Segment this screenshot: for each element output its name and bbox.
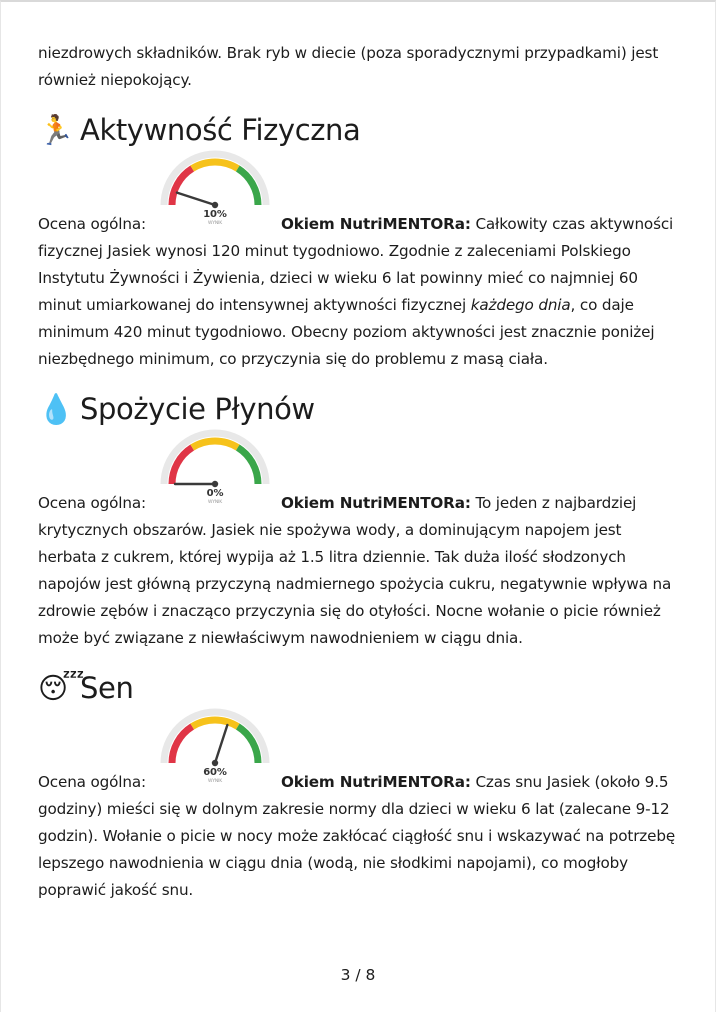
section-title: Spożycie Płynów xyxy=(80,392,315,426)
document-content xyxy=(38,40,682,904)
gauge-caption: WYNIK xyxy=(207,779,223,784)
section-text: Czas snu Jasiek (około 9.5 godziny) mieści się w dolnym zakresie normy dla dzieci w wieku 6 lat (zalecane 9-12 godzin). Wołanie o picie w nocy może zakłócać ciągłość snu i wskazywać na potrzebę lepszego nawodnienia w ciągu dnia (wodą, nie słodkimi napojami), co mogłoby poprawić jakość snu. xyxy=(38,773,676,899)
section-sleep xyxy=(38,708,682,904)
score-label: Ocena ogólna: xyxy=(38,773,146,791)
section-heading-fluids xyxy=(38,389,682,429)
gauge-yellow-segment xyxy=(192,441,238,448)
section-text: Całkowity czas aktywności fizycznej Jasiek wynosi 120 minut tygodniowo. Zgodnie z zaleceniami Polskiego Instytutu Żywności i Żywienia, dzieci w wieku 6 lat powinny mieć co najmniej 60 minut umiarkowanej do intensywnej aktywności fizycznej xyxy=(38,215,674,314)
mentor-label: Okiem NutriMENTORa: xyxy=(281,494,471,512)
page-number: 3 / 8 xyxy=(340,966,376,984)
gauge-hub xyxy=(212,202,218,208)
score-label: Ocena ogólna: xyxy=(38,215,146,233)
section-fluids xyxy=(38,429,682,652)
gauge-score: 10% xyxy=(203,209,227,220)
section-paragraph xyxy=(38,708,682,904)
section-paragraph xyxy=(38,429,682,652)
gauge-hub xyxy=(212,760,218,766)
section-text-end: , co daje minimum 420 minut tygodniowo. Obecny poziom aktywności jest znacznie poniżej niezbędnego minimum, co przyczynia się do problemu z masą ciała. xyxy=(38,296,655,368)
section-title: Sen xyxy=(80,671,134,705)
section-text: To jeden z najbardziej krytycznych obszarów. Jasiek nie spożywa wody, a dominującym napojem jest herbata z cukrem, której wypija aż 1.5 litra dziennie. Tak duża ilość słodzonych napojów jest główną przyczyną nadmiernego spożycia cukru, negatywnie wpływa na zdrowie zębów i znacząco przyczynia się do otyłości. Nocne wołanie o picie również może być związane z niewłaściwym nawodnieniem w ciągu dnia. xyxy=(38,494,672,647)
mentor-label: Okiem NutriMENTORa: xyxy=(281,215,471,233)
droplet-icon: 💧 xyxy=(38,392,74,426)
gauge-needle xyxy=(177,193,215,205)
section-activity xyxy=(38,150,682,373)
section-paragraph xyxy=(38,150,682,373)
gauge-score: 60% xyxy=(203,767,227,778)
gauge-caption: WYNIK xyxy=(207,221,223,226)
section-text-emphasis: każdego dnia xyxy=(470,296,571,314)
gauge-score: 0% xyxy=(206,488,224,499)
mentor-label: Okiem NutriMENTORa: xyxy=(281,773,471,791)
gauge-needle xyxy=(215,725,227,763)
intro-paragraph: niezdrowych składników. Brak ryb w diecie (poza sporadycznymi przypadkami) jest również niepokojący. xyxy=(38,44,659,89)
score-gauge xyxy=(160,708,270,784)
gauge-caption: WYNIK xyxy=(207,500,223,505)
sleeping-face-icon: 😴 xyxy=(38,671,85,705)
section-heading-sleep xyxy=(38,668,682,708)
section-title: Aktywność Fizyczna xyxy=(80,113,361,147)
gauge-yellow-segment xyxy=(192,720,238,727)
score-label: Ocena ogólna: xyxy=(38,494,146,512)
runner-icon: 🏃 xyxy=(38,113,74,147)
gauge-yellow-segment xyxy=(192,162,238,169)
score-gauge xyxy=(160,150,270,226)
score-gauge xyxy=(160,429,270,505)
gauge-hub xyxy=(212,481,218,487)
section-heading-activity xyxy=(38,110,682,150)
